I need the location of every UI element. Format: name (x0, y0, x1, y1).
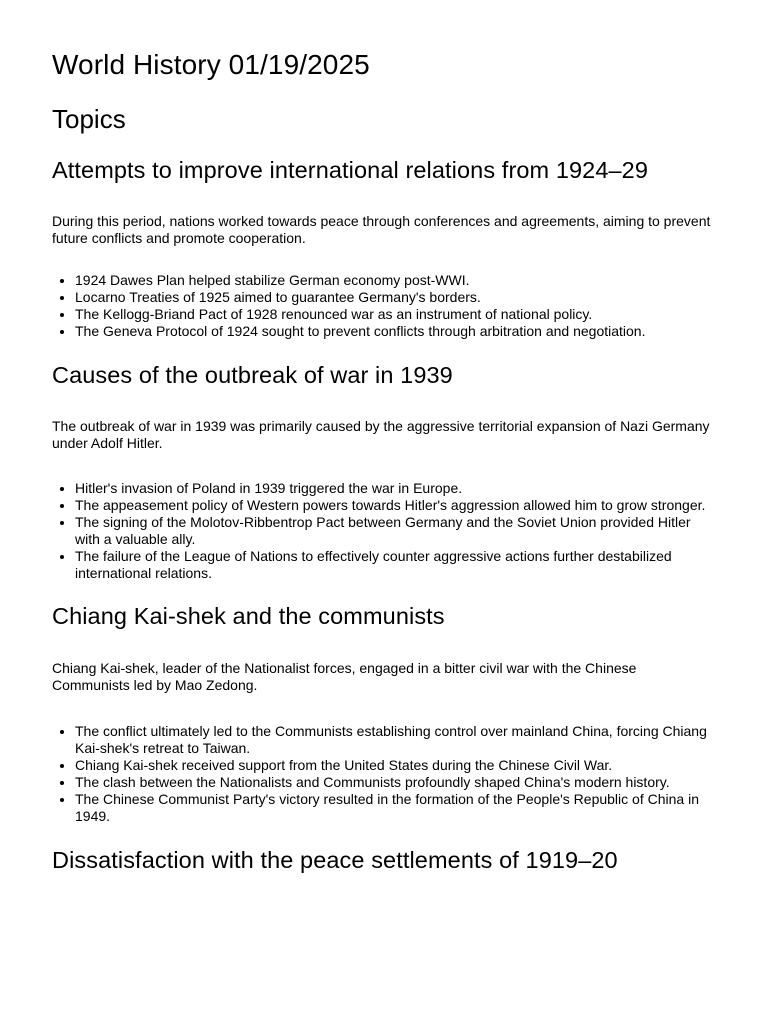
list-item: • The Chinese Communist Party's victory resulted in the formation of the People's Republic of China in 1949. (75, 791, 716, 825)
list-item: • 1924 Dawes Plan helped stabilize German economy post-WWI. (75, 272, 716, 289)
list-item: • The conflict ultimately led to the Communists establishing control over mainland China, forcing Chiang Kai-shek's retreat to Taiwan. (75, 723, 716, 757)
list-item: • The failure of the League of Nations to effectively counter aggressive actions further destabilized international relations. (75, 548, 716, 582)
list-item: • The clash between the Nationalists and Communists profoundly shaped China's modern history. (75, 774, 716, 791)
section-outbreak-of-war (52, 361, 716, 582)
section-heading: Causes of the outbreak of war in 1939 (52, 362, 453, 388)
list-item: • The Geneva Protocol of 1924 sought to prevent conflicts through arbitration and negotiation. (75, 323, 716, 340)
section-chiang-kai-shek (52, 602, 716, 825)
section-heading: Attempts to improve international relations from 1924–29 (52, 157, 649, 183)
section-intro: The outbreak of war in 1939 was primarily caused by the aggressive territorial expansion of Nazi Germany under Adolf Hitler. (52, 418, 710, 451)
list-item: • Chiang Kai-shek received support from the United States during the Chinese Civil War. (75, 757, 716, 774)
list-item: • Locarno Treaties of 1925 aimed to guarantee Germany's borders. (75, 289, 716, 306)
list-item: • The signing of the Molotov-Ribbentrop Pact between Germany and the Soviet Union provided Hitler with a valuable ally. (75, 514, 716, 548)
list-item: • The Kellogg-Briand Pact of 1928 renounced war as an instrument of national policy. (75, 306, 716, 323)
section-international-relations (52, 156, 716, 340)
bullet-list (52, 723, 716, 825)
section-intro: Chiang Kai-shek, leader of the Nationalist forces, engaged in a bitter civil war with the Chinese Communists led by Mao Zedong. (52, 660, 637, 693)
document-title: World History 01/19/2025 (52, 49, 370, 80)
list-item: • The appeasement policy of Western powers towards Hitler's aggression allowed him to grow stronger. (75, 497, 716, 514)
list-item: • Hitler's invasion of Poland in 1939 triggered the war in Europe. (75, 480, 716, 497)
section-heading: Chiang Kai-shek and the communists (52, 603, 445, 629)
bullet-list (52, 480, 716, 582)
bullet-list (52, 272, 716, 340)
topics-heading: Topics (52, 104, 126, 134)
section-peace-settlements (52, 846, 716, 875)
section-intro: During this period, nations worked towards peace through conferences and agreements, aiming to prevent future conflicts and promote cooperation. (52, 213, 711, 246)
section-heading: Dissatisfaction with the peace settlements of 1919–20 (52, 847, 618, 873)
